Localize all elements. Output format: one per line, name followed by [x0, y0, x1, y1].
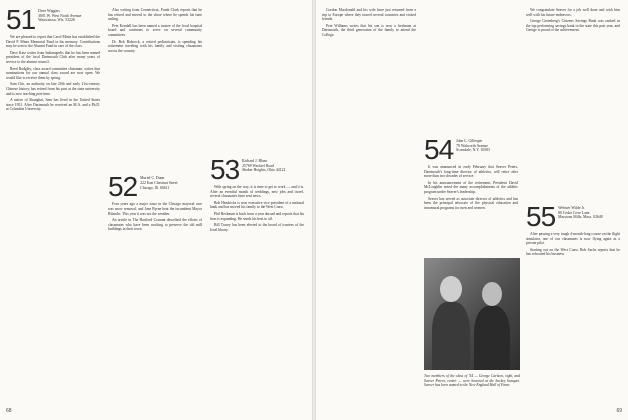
- page-number-left: 68: [6, 408, 12, 414]
- class-number: 51: [6, 4, 36, 35]
- paragraph: Reed Rudgley, class award committee chairman, writes that nominations for our annual class award are now open. We would like to receive them by spring.: [6, 66, 100, 80]
- paragraph: An article in The Hartford Courant described the efforts of classmates who have been working to preserve the old mill buildings in their town.: [108, 218, 202, 232]
- paragraph: It was announced in early February that Seaver Peters, Dartmouth's long-time director of athletics, will retire after more than two decades of service.: [424, 165, 518, 179]
- paragraph: Four years ago a major issue in the Chicago mayoral race was snow removal, and Jane Byrne beat the incumbent Mayor Bilandic. This year it was not the weather.: [108, 202, 202, 216]
- paragraph: Starting out on the West Coast, Bob Sachs reports that he has relocated his business.: [526, 247, 620, 257]
- class-secretary: Webster Wilde Jr. 80 Cedar Cove Lane Marstons Mills, Mass. 02648: [558, 205, 603, 220]
- paragraph: Seaver has served as associate director of athletics and has been the principal advocate of the physical education and intramural programs for men and women.: [424, 196, 518, 210]
- paragraph: Bill Tracey has been elected to the board of trustees of the local library.: [210, 223, 304, 232]
- paragraph: Pete Kendall has been named a trustee of the local hospital board and continues to serve on several community committees.: [108, 23, 202, 37]
- photo-two-classmates: [424, 258, 520, 370]
- paragraph: Bob Hendricks is now executive vice president of a national bank and has moved his family to the West Coast.: [210, 200, 304, 210]
- class-header-54: [424, 134, 518, 165]
- paragraph: Also writing from Connecticut, Frank Clark reports that he has retired and moved to the shore where he spends his time sailing.: [108, 8, 202, 22]
- class-number: 53: [210, 154, 240, 185]
- paragraph: With spring on the way, it is time to get to work — and it is. After an eventful month of weddings, new jobs and travel, several classmates have sent news.: [210, 185, 304, 199]
- column-4: [322, 8, 416, 40]
- page-number-right: 69: [616, 408, 622, 414]
- class-number: 55: [526, 200, 556, 232]
- column-3: [210, 8, 304, 234]
- column-1: [6, 4, 100, 114]
- class-header-53: [210, 154, 304, 185]
- paragraph: Dave Katz writes from Indianapolis that he has been named president of the local Dartmouth Club after many years of service to the alumni council.: [6, 50, 100, 64]
- class-secretary: John L. Gillespie 79 Walworth Avenue Scarsdale, N.Y. 10583: [456, 139, 490, 153]
- column-6: [526, 8, 620, 259]
- photo-caption: Two members of the class of '54 — George Carlson, right, and Seaver Peters, center — were honored at the hockey banquet. Seaver has been named to the New England Hall of Fame.: [424, 374, 520, 387]
- paragraph: Pete Williams writes that his son is now a freshman at Dartmouth, the third generation of the family to attend the College.: [322, 23, 416, 37]
- paragraph: Dr. Bob Babcock, a retired pediatrician, is spending his retirement traveling with his family and visiting classmates across the country.: [108, 39, 202, 53]
- class-secretary: Muriel C. Dunn 222 East Chestnut Street Chicago, Ill. 60611: [140, 176, 178, 190]
- column-2: [108, 8, 202, 234]
- class-header-52: [108, 171, 202, 203]
- column-5: [424, 8, 518, 212]
- class-secretary: Richard J. Blum 25769 Wachtel Road Shaker Heights, Ohio 44122: [242, 159, 286, 173]
- paragraph: After passing a very tough 4-month-long course on the flight simulator, one of our classmates is now flying again as a private pilot.: [526, 231, 620, 246]
- class-number: 54: [424, 134, 454, 165]
- class-header-51: [6, 4, 100, 35]
- left-page: [0, 0, 312, 420]
- class-header-55: [526, 200, 620, 232]
- paragraph: Gordon Macdonald and his wife have just returned from a trip to Europe where they toured several countries and visited friends.: [322, 8, 416, 22]
- paragraph: We congratulate Seaver for a job well done and wish him well with his future endeavors.: [526, 8, 620, 17]
- paragraph: Sam Cho, an authority on late 20th and early 21st-century Chinese history, has retired from his post at the state university and is now teaching part-time.: [6, 82, 100, 96]
- paragraph: In his announcement of the retirement, President David McLaughlin noted the many accomplishments of the athletic program under Seaver's leadership.: [424, 180, 518, 194]
- class-secretary: Dave Wiggins 3001 W. West North Avenue Wauwatosa, Wis. 53226: [38, 9, 82, 23]
- paragraph: We are pleased to report that Carol Mintz has established the David P. Mintz Memorial Fund in his memory. Contributions may be sent to the Alumni Fund in care of the class.: [6, 35, 100, 49]
- paragraph: George Greenberg's Citizens Savings Bank was ranked as the top performing savings bank in the state this past year, and George is proud of the achievement.: [526, 19, 620, 33]
- paragraph: Phil Beckman is back from a year abroad and reports that his firm is expanding. He sends his best to all.: [210, 211, 305, 221]
- right-page: [316, 0, 628, 420]
- class-number: 52: [108, 171, 138, 203]
- paragraph: A native of Shanghai, Sam has lived in the United States since 1951. After Dartmouth he received an M.A. and a Ph.D. at Columbia University.: [6, 98, 100, 112]
